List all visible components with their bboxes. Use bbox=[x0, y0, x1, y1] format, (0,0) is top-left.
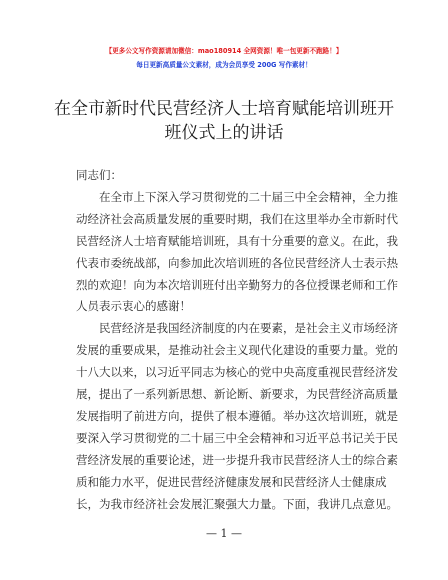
title-line-2: 班仪式上的讲话 bbox=[164, 123, 284, 143]
body-line: 人员表示衷心的感谢！ bbox=[76, 299, 191, 313]
body-line: 发展指明了前进方向，提供了根本遵循。举办这次培训班，就是 bbox=[76, 409, 398, 423]
body-line: 长，为我市经济社会发展汇聚强大力量。下面，我讲几点意见。 bbox=[76, 497, 398, 511]
body-line: 动经济社会高质量发展的重要时期，我们在这里举办全市新时代 bbox=[76, 212, 398, 226]
body-line: 在全市上下深入学习贯彻党的二十届三中全会精神，全力推 bbox=[76, 190, 398, 204]
salutation: 同志们： bbox=[76, 168, 122, 182]
body-line: 要深入学习贯彻党的二十届三中全会精神和习近平总书记关于民 bbox=[76, 431, 398, 445]
page-number: — 1 — bbox=[206, 527, 242, 540]
body-line: 营经济发展的重要论述，进一步提升我市民营经济人士的综合素 bbox=[76, 453, 398, 467]
body-line: 代表市委统战部，向参加此次培训班的各位民营经济人士表示热 bbox=[76, 256, 398, 270]
body-line: 十八大以来，以习近平同志为核心的党中央高度重视民营经济发 bbox=[76, 365, 398, 379]
body-line: 民营经济是我国经济制度的内在要素，是社会主义市场经济 bbox=[76, 321, 398, 335]
body-line: 发展的重要成果，是推动社会主义现代化建设的重要力量。党的 bbox=[76, 343, 398, 357]
promo-line-2: 每日更新高质量公文素材，成为会员享受 200G 写作素材！ bbox=[136, 61, 312, 69]
promo-line-1: 【更多公文写作资源请加微信：mao180914 全网资源！唯一包更新不跑路！】 bbox=[105, 47, 343, 55]
body-line: 展，提出了一系列新思想、新论断、新要求，为民营经济高质量 bbox=[76, 387, 398, 401]
title-line-1: 在全市新时代民营经济人士培育赋能培训班开 bbox=[54, 99, 394, 119]
body-line: 烈的欢迎！向为本次培训班付出辛勤努力的各位授课老师和工作 bbox=[76, 278, 398, 292]
body-line: 质和能力水平，促进民营经济健康发展和民营经济人士健康成 bbox=[76, 475, 387, 489]
body-line: 民营经济人士培育赋能培训班，具有十分重要的意义。在此，我 bbox=[76, 234, 398, 248]
